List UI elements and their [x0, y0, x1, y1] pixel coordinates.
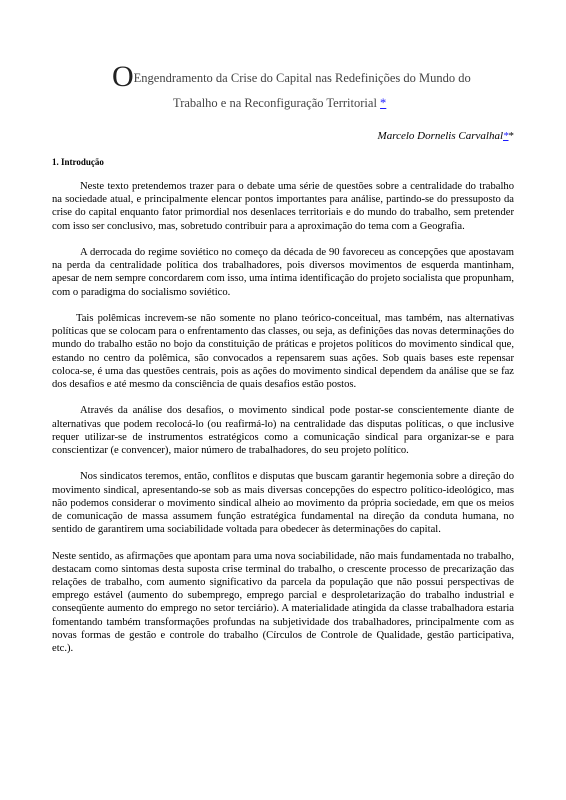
author-name: Marcelo Dornelis Carvalhal — [377, 130, 503, 142]
document-body — [52, 180, 514, 668]
paragraph: A derrocada do regime soviético no começo da década de 90 favoreceu as concepções que apostavam na perda da centralidade política dos trabalhadores, pois diversos movimentos de esquerda mantinham, apesar de nem sempre concordarem com isso, uma íntima identificação do projeto socialista que propunham, com o paradigma do socialismo soviético. — [52, 247, 514, 298]
paragraph: Através da análise dos desafios, o movimento sindical pode postar-se conscientemente diante de alternativas que podem recolocá-lo (ou reafirmá-lo) na centralidade das disputas políticas, o que inclusive requer utilizar-se de instrumentos estratégicos como a comunicação sindical para organizar-se e para conscientizar (e convencer), maior número de trabalhadores, do seu projeto político. — [52, 405, 514, 457]
document-title — [112, 60, 532, 111]
author-line — [378, 130, 514, 142]
title-line-2 — [112, 95, 532, 111]
paragraph: Nos sindicatos teremos, então, conflitos e disputas que buscam garantir hegemonia sobre a direção do movimento sindical, apresentando-se sob as mais diversas concepções do espectro político-ideológico, mas não podemos considerar o movimento sindical alheio ao movimento da própria sociedade, em que os meios de comunicação de massa assumem função estratégica fundamental na direção da conduta humana, no sentido de garantirem uma sociabilidade voltada para obedecer às determinações do capital. — [52, 471, 514, 536]
author-footnote-mark: * — [508, 130, 514, 142]
section-heading: 1. Introdução — [52, 157, 104, 167]
title-dropcap: O — [112, 60, 134, 93]
paragraph: Neste sentido, as afirmações que apontam para uma nova sociabilidade, não mais fundamentada no trabalho, destacam como sintomas desta suposta crise terminal do trabalho, o crescente processo de precarização das relações de trabalho, com aumento significativo da parcela da população que não possui perspectivas de emprego estável (aumento do subemprego, emprego parcial e desproletarização do trabalho industrial e conseqüente aumento do emprego no setor terciário). A materialidade atingida da classe trabalhadora estaria fomentando também transformações profundas na subjetividade dos trabalhadores, principalmente com as novas formas de gestão e controle do trabalho (Círculos de Controle de Qualidade, gestão participativa, etc.). — [52, 550, 514, 655]
title-line-1 — [112, 60, 532, 95]
author-footnote-link[interactable]: * — [503, 130, 509, 142]
title-text-1: Engendramento da Crise do Capital nas Redefinições do Mundo do — [133, 71, 471, 85]
title-footnote-link[interactable]: * — [380, 96, 387, 110]
title-text-2: Trabalho e na Reconfiguração Territorial — [173, 96, 377, 110]
paragraph: Tais polêmicas increvem-se não somente no plano teórico-conceitual, mas também, nas alternativas políticas que se colocam para o enfrentamento das classes, ou seja, as definições das novas determinações do mundo do trabalho estão no bojo da constituição de práticas e projetos políticos do movimento sindical que, estando no centro da polêmica, são convocados a repensarem suas ações. Sob quais bases este repensar coloca-se, é uma das questões centrais, pois as ações do movimento sindical dependem da análise que se faz dos desafios e até mesmo da consciência de quais desafios estão postos. — [52, 313, 514, 391]
paragraph: Neste texto pretendemos trazer para o debate uma série de questões sobre a centralidade do trabalho na sociedade atual, e principalmente elencar pontos importantes para análise, partindo-se do pressuposto da crise do capital enquanto fator primordial nos desenlaces territoriais e do mundo do trabalho, sem pretender com isso ser conclusivo, mas, sobretudo contribuir para a aproximação do tema com a Geografia. — [52, 181, 514, 232]
